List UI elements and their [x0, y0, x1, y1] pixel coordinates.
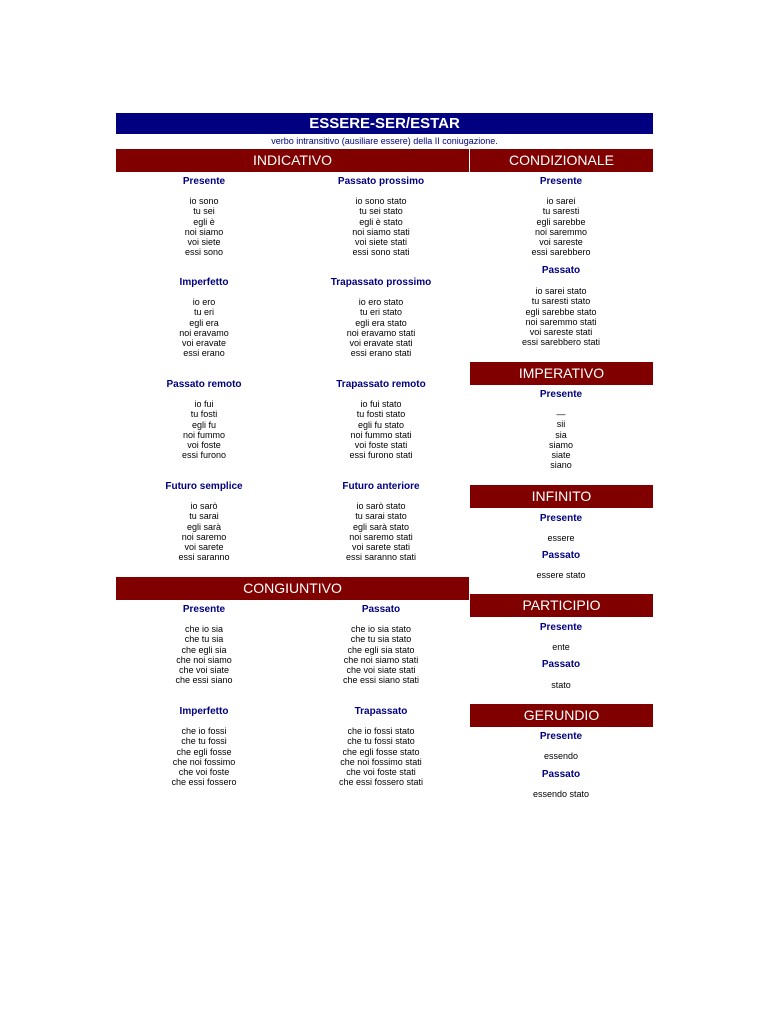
indicativo-passato-remoto-forms — [104, 399, 304, 461]
conjugation-form: noi saremmo — [534, 226, 588, 237]
conjugation-form: voi foste — [187, 440, 221, 451]
congiuntivo-passato-label: Passato — [361, 604, 401, 615]
indicativo-futuro-semplice-forms — [104, 501, 304, 563]
conjugation-form: egli era stato — [355, 317, 407, 328]
conjugation-form: egli fu — [191, 419, 217, 430]
congiuntivo-presente-forms — [104, 624, 304, 686]
conjugation-form: che io sia stato — [350, 624, 412, 634]
conjugation-form: io ero — [192, 297, 216, 307]
conjugation-form: voi sarete — [184, 542, 224, 553]
conjugation-form: che noi siamo — [176, 654, 232, 665]
conjugation-form: che essi fossero — [171, 777, 237, 788]
page-subtitle: verbo intransitivo (ausiliare essere) della II coniugazione. — [271, 136, 498, 146]
conjugation-form: voi foste stati — [354, 440, 408, 451]
conjugation-form: essi sarebbero — [531, 247, 591, 258]
conjugation-form: egli fu stato — [357, 419, 405, 430]
conjugation-form: tu fosti stato — [356, 409, 406, 420]
conjugation-form: che io fossi — [181, 726, 227, 736]
conjugation-form: io sarei stato — [535, 286, 587, 296]
conjugation-form: tu eri — [193, 307, 214, 318]
indicativo-futuro-semplice-label: Futuro semplice — [165, 481, 243, 492]
indicativo-futuro-anteriore-label: Futuro anteriore — [342, 481, 420, 492]
conjugation-form: voi siete — [187, 237, 221, 248]
conjugation-form: egli è — [193, 216, 215, 227]
indicativo-trapassato-prossimo-label: Trapassato prossimo — [330, 277, 432, 288]
conjugation-form: noi eravamo stati — [346, 327, 416, 338]
conjugation-form: siate — [551, 450, 571, 461]
conjugation-form: io sarò stato — [356, 501, 406, 511]
participio-presente-form: ente — [552, 642, 570, 652]
conjugation-form: sia — [555, 429, 567, 440]
indicativo-trapassato-remoto-label: Trapassato remoto — [336, 379, 426, 390]
conjugation-form: che voi foste — [178, 767, 230, 778]
congiuntivo-heading: CONGIUNTIVO — [116, 577, 469, 600]
conjugation-form: essi sono stati — [352, 247, 410, 258]
indicativo-imperfetto-label: Imperfetto — [179, 277, 229, 288]
conjugation-form: che egli sia stato — [347, 644, 415, 655]
participio-passato-form: stato — [551, 680, 571, 690]
conjugation-form: essi erano stati — [350, 348, 412, 359]
conjugation-form: tu saresti — [542, 206, 580, 217]
conjugation-form: voi eravate — [181, 338, 227, 349]
conjugation-form: che io fossi stato — [347, 726, 415, 736]
gerundio-presente-form: essendo — [543, 751, 579, 761]
conjugation-form: tu sei stato — [359, 206, 403, 217]
infinito-presente-form: essere — [547, 533, 575, 543]
conjugation-form: noi saremo — [181, 531, 227, 542]
indicativo-presente-label: Presente — [182, 176, 226, 187]
conjugation-form: che io sia — [184, 624, 224, 634]
conjugation-form: voi sareste — [539, 237, 583, 248]
conjugation-form: tu sei — [193, 206, 215, 217]
conjugation-form: tu eri stato — [359, 307, 403, 318]
conjugation-form: che tu sia stato — [350, 634, 412, 645]
conjugation-form: tu sarai — [189, 511, 219, 522]
conjugation-form: voi sarete stati — [351, 542, 411, 553]
conjugation-form: noi fummo stati — [350, 429, 412, 440]
conjugation-form: egli è stato — [359, 216, 403, 227]
indicativo-trapassato-remoto-forms — [281, 399, 481, 461]
indicativo-trapassato-prossimo-forms — [281, 297, 481, 359]
indicativo-passato-remoto-label: Passato remoto — [166, 379, 242, 390]
conjugation-form: noi fummo — [182, 429, 226, 440]
condizionale-passato-forms — [461, 286, 661, 348]
indicativo-passato-prossimo-label: Passato prossimo — [337, 176, 425, 187]
participio-heading: PARTICIPIO — [470, 594, 653, 617]
conjugation-form: io fui stato — [360, 399, 402, 409]
gerundio-presente-label: Presente — [539, 731, 583, 742]
indicativo-passato-prossimo-forms — [281, 196, 481, 258]
conjugation-form: siamo — [548, 439, 573, 450]
congiuntivo-presente-label: Presente — [182, 604, 226, 615]
indicativo-imperfetto-forms — [104, 297, 304, 359]
congiuntivo-imperfetto-label: Imperfetto — [179, 706, 229, 717]
conjugation-form: che essi fossero stati — [338, 777, 424, 788]
imperativo-heading: IMPERATIVO — [470, 362, 653, 385]
conjugation-form: essi sono — [184, 247, 224, 258]
conjugation-form: noi siamo — [184, 226, 224, 237]
conjugation-form: egli era — [189, 317, 219, 328]
conjugation-form: voi eravate stati — [349, 338, 413, 349]
conjugation-form: io ero stato — [358, 297, 404, 307]
conjugation-form: che voi siate — [178, 665, 230, 676]
conjugation-form: io sarei — [546, 196, 576, 206]
conjugation-form: egli sarà stato — [352, 521, 410, 532]
congiuntivo-trapassato-forms — [281, 726, 481, 788]
conjugation-form: essi sarebbero stati — [521, 337, 601, 348]
congiuntivo-passato-forms — [281, 624, 481, 686]
conjugation-form: che tu fossi stato — [347, 736, 415, 747]
conjugation-form: che noi fossimo stati — [340, 756, 422, 767]
indicativo-futuro-anteriore-forms — [281, 501, 481, 563]
participio-presente-label: Presente — [539, 622, 583, 633]
conjugation-form: noi siamo stati — [352, 226, 410, 237]
conjugation-form: essi erano — [183, 348, 225, 359]
congiuntivo-trapassato-label: Trapassato — [354, 706, 408, 717]
infinito-passato-label: Passato — [541, 550, 581, 561]
conjugation-form: io sarò — [190, 501, 218, 511]
participio-passato-label: Passato — [541, 659, 581, 670]
conjugation-form: io sono — [189, 196, 219, 206]
conjugation-form: egli sarà — [186, 521, 222, 532]
conjugation-form: — — [556, 409, 566, 419]
conjugation-form: noi eravamo — [179, 327, 229, 338]
condizionale-heading: CONDIZIONALE — [470, 149, 653, 172]
gerundio-heading: GERUNDIO — [470, 704, 653, 727]
conjugation-form: essi furono — [181, 450, 227, 461]
conjugation-form: egli sarebbe — [536, 216, 586, 227]
conjugation-form: che noi fossimo — [172, 756, 236, 767]
conjugation-form: essi furono stati — [349, 450, 413, 461]
conjugation-form: che egli fosse stato — [342, 746, 420, 757]
infinito-passato-form: essere stato — [536, 570, 586, 580]
conjugation-form: sii — [556, 419, 566, 430]
conjugation-form: essi saranno — [178, 552, 230, 563]
conjugation-form: io fui — [194, 399, 214, 409]
congiuntivo-imperfetto-forms — [104, 726, 304, 788]
conjugation-form: che tu sia — [184, 634, 224, 645]
condizionale-presente-label: Presente — [539, 176, 583, 187]
conjugation-form: che egli fosse — [176, 746, 232, 757]
condizionale-passato-label: Passato — [541, 265, 581, 276]
conjugation-form: tu sarai stato — [355, 511, 407, 522]
conjugation-form: che egli sia — [181, 644, 227, 655]
conjugation-form: noi saremo stati — [349, 531, 413, 542]
conjugation-form: tu saresti stato — [531, 296, 591, 307]
conjugation-form: che noi siamo stati — [343, 654, 419, 665]
imperativo-presente-label: Presente — [539, 389, 583, 400]
conjugation-form: egli sarebbe stato — [525, 306, 597, 317]
conjugation-form: che essi siano — [175, 675, 233, 686]
indicativo-heading: INDICATIVO — [116, 149, 469, 172]
conjugation-form: che tu fossi — [181, 736, 227, 747]
conjugation-form: che essi siano stati — [342, 675, 420, 686]
imperativo-presente-forms — [461, 409, 661, 471]
conjugation-form: voi siete stati — [354, 237, 408, 248]
conjugation-form: siano — [550, 460, 572, 471]
conjugation-form: voi sareste stati — [529, 327, 593, 338]
conjugation-form: essi saranno stati — [345, 552, 417, 563]
page-title: ESSERE-SER/ESTAR — [116, 113, 653, 134]
conjugation-form: tu fosti — [190, 409, 218, 420]
gerundio-passato-form: essendo stato — [532, 789, 590, 799]
infinito-heading: INFINITO — [470, 485, 653, 508]
conjugation-form: che voi foste stati — [346, 767, 416, 778]
indicativo-presente-forms — [104, 196, 304, 258]
conjugation-form: che voi siate stati — [346, 665, 416, 676]
condizionale-presente-forms — [461, 196, 661, 258]
conjugation-form: io sono stato — [355, 196, 407, 206]
gerundio-passato-label: Passato — [541, 769, 581, 780]
conjugation-form: noi saremmo stati — [525, 316, 597, 327]
infinito-presente-label: Presente — [539, 513, 583, 524]
